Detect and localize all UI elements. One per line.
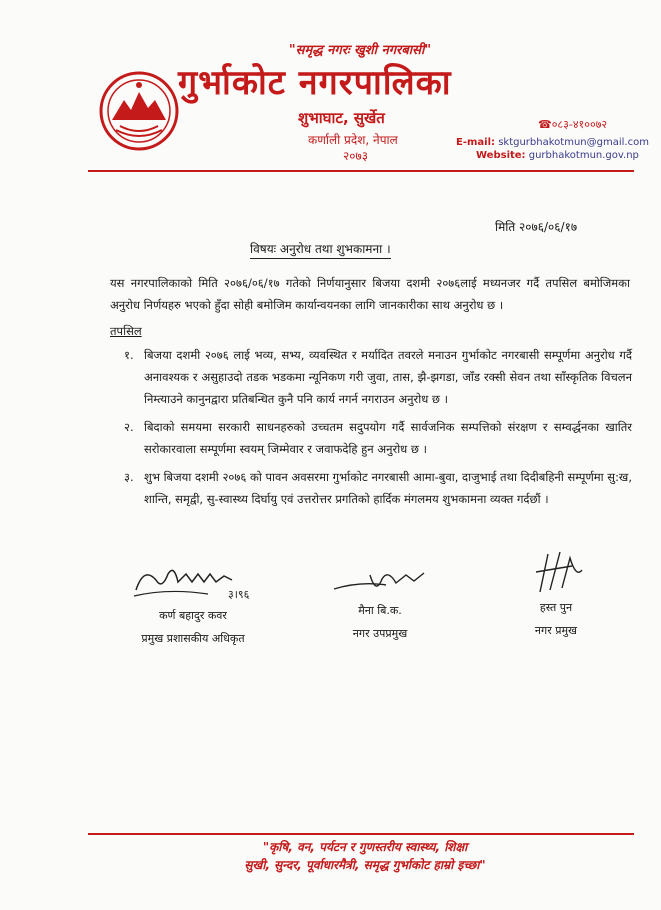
- signature-date-note: ३।९६: [228, 588, 250, 601]
- letter-intro: यस नगरपालिकाको मिति २०७६/०६/१७ गतेको निर्णयानुसार बिजया दशमी २०७६लाई मध्यनजर गर्दै तपसिल बमोजिमका अनुरोध निर्णयहरु भएको हुँदा सोही बमोजिम कार्यान्वयनका लागि जानकारीका साथ अनुरोध छ ।: [110, 276, 630, 312]
- list-item-text: बिजया दशमी २०७६ लाई भव्य, सभ्य, व्यवस्थित र मर्यादित तवरले मनाउन गुर्भाकोट नगरबासी सम्पूर्णमा अनुरोध गर्दै अनावश्यक र असुहाउदो तडक भडकमा न्यूनिकण गरी जुवा, तास, झै-झगडा, जाँड रक्सी सेवन तथा साँस्कृतिक विचलन निम्त्याउने कानुनद्वारा प्रतिबन्धित कुनै पनि कार्य नगर्न नगराउन अनुरोध छ ।: [144, 348, 632, 406]
- list-heading: तपसिल: [110, 324, 142, 338]
- footer-slogan-line-1: "कृषि, वन, पर्यटन र गुणस्तरीय स्वास्थ्य, शिक्षा: [262, 840, 468, 854]
- letter-date: मिति २०७६/०६/१७: [495, 220, 578, 234]
- municipality-emblem: [98, 70, 180, 152]
- list-item-text: बिदाको समयमा सरकारी साधनहरुको उच्चतम सदुपयोग गर्दै सार्वजनिक सम्पत्तिको संरक्षण र सम्वर्द्धनका खातिर सरोकारवाला सम्पूर्णमा स्वयम् जिम्मेवार र जवाफदेहि हुन अनुरोध छ ।: [144, 420, 632, 456]
- list-item-text: शुभ बिजया दशमी २०७६ को पावन अवसरमा गुर्भाकोट नगरबासी आमा-बुवा, दाजुभाई तथा दिदीबहिनी सम्पूर्णमा सु:ख, शान्ति, समृद्वी, सु-स्वास्थ्य दिर्घायु एवं उत्तरोत्तर प्रगतिको हार्दिक मंगलमय शुभकामना व्यक्त गर्दछौं ।: [144, 470, 632, 506]
- signatory-role: नगर उपप्रमुख: [352, 627, 408, 640]
- signatory-role: प्रमुख प्रशासकीय अधिकृत: [141, 632, 245, 645]
- email-address[interactable]: sktgurbhakotmun@gmail.com: [498, 137, 649, 148]
- decision-list: [124, 344, 632, 516]
- footer-slogan-line-2: सुखी, सुन्दर, पूर्वाधारमैत्री, समृद्ध गुर्भाकोट हाम्रो इच्छा": [244, 858, 486, 872]
- signature-scribble-icon: [526, 548, 586, 598]
- email-line: [456, 137, 649, 148]
- list-item: [124, 416, 632, 460]
- signatory-name: हस्त पुन: [539, 601, 573, 614]
- signatory-role: नगर प्रमुख: [534, 624, 578, 637]
- address-line-3: २०७३: [343, 149, 368, 163]
- list-item: [124, 466, 632, 510]
- signature-block-deputy-mayor: [320, 565, 440, 641]
- signature-scribble-icon: [330, 565, 430, 601]
- header-divider: [88, 170, 634, 172]
- municipality-name: गुर्भाकोट नगरपालिका: [178, 63, 452, 103]
- footer-divider: [88, 833, 634, 835]
- signature-block-mayor: [496, 548, 616, 638]
- phone-number: ☎०८३-४१००७२: [538, 118, 608, 131]
- letter-subject: विषयः अनुरोध तथा शुभकामना ।: [250, 240, 391, 259]
- list-item-number: १.: [124, 348, 134, 362]
- website-address[interactable]: gurbhakotmun.gov.np: [528, 150, 639, 161]
- website-line: [476, 150, 639, 161]
- email-label: E-mail:: [456, 137, 496, 148]
- signatory-name: मैना बि.क.: [358, 604, 402, 617]
- signature-scribble-icon: [128, 560, 258, 606]
- list-item-number: २.: [124, 420, 134, 434]
- list-item: [124, 344, 632, 410]
- address-line-2: कर्णाली प्रदेश, नेपाल: [308, 133, 398, 147]
- header-motto: "समृद्ध नगरः खुशी नगरबासी": [288, 43, 432, 58]
- list-item-number: ३.: [124, 470, 134, 484]
- address-line-1: शुभाघाट, सुर्खेत: [298, 109, 385, 127]
- website-label: Website:: [476, 150, 526, 161]
- signature-block-cao: [118, 560, 268, 646]
- signatory-name: कर्ण बहादुर कवर: [159, 609, 227, 622]
